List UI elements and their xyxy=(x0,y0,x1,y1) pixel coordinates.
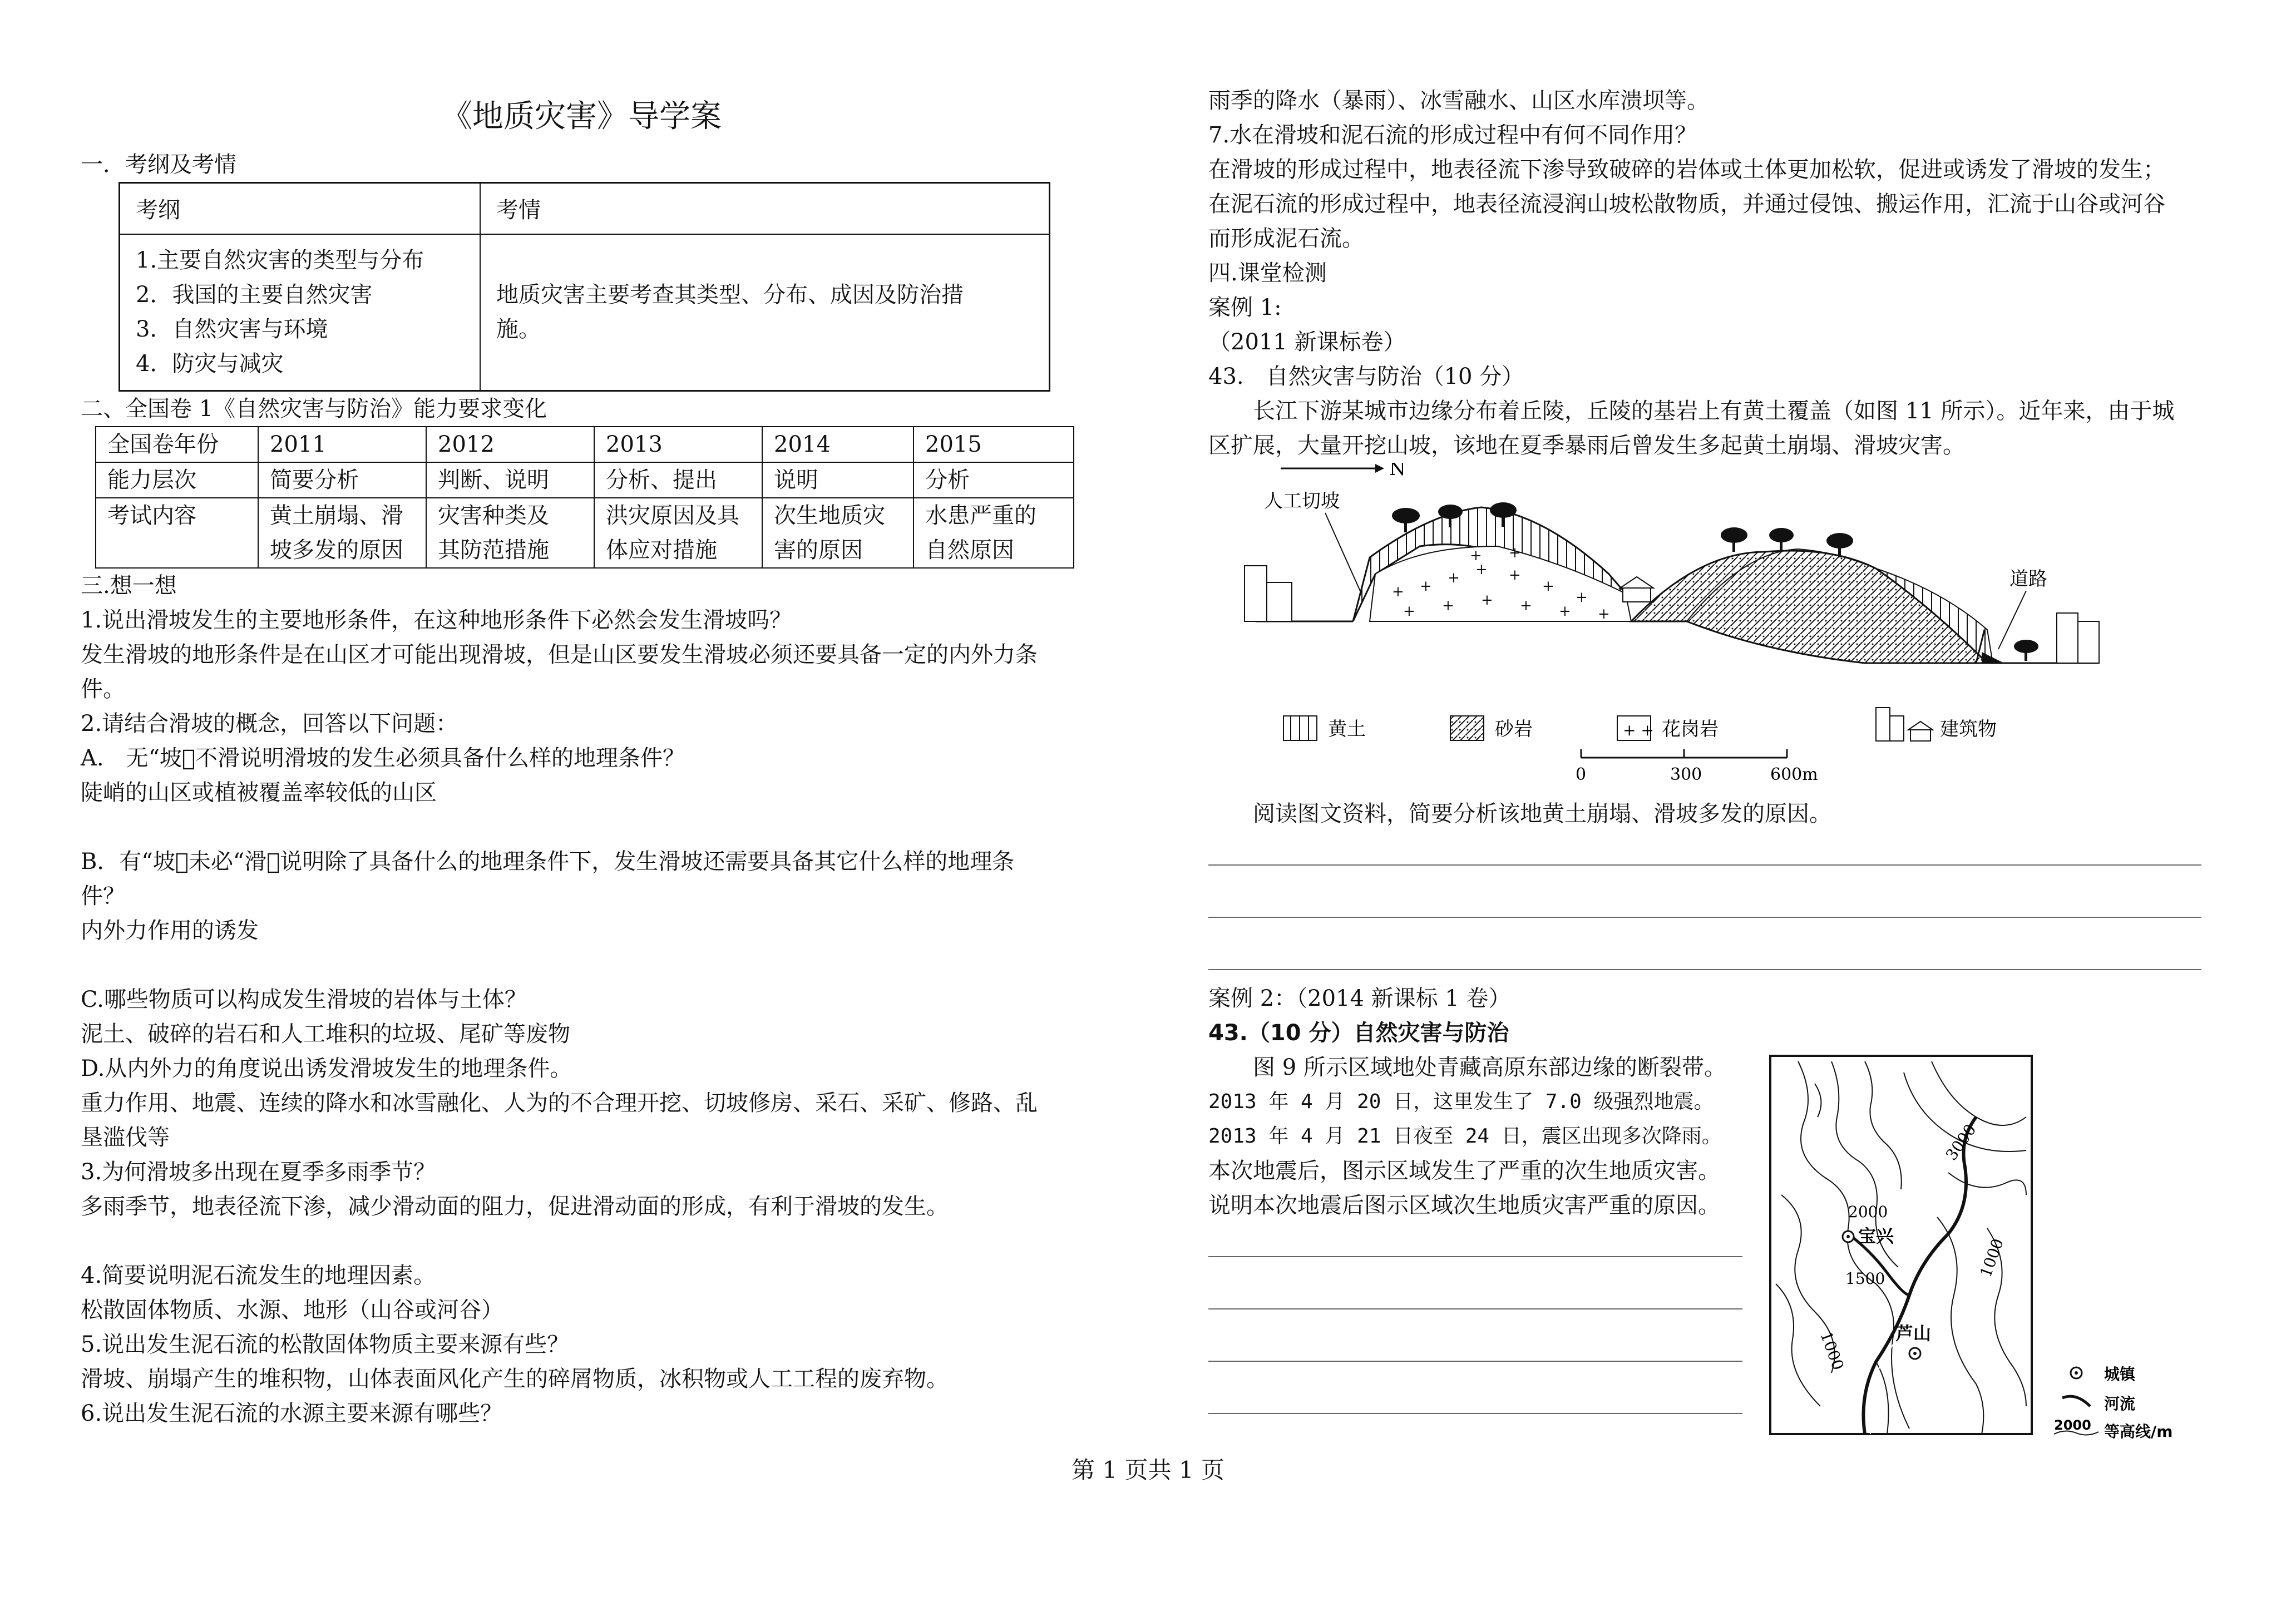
town-label-baoxing: 宝兴 xyxy=(1858,1225,1894,1247)
case-ask: 阅读图文资料，简要分析该地黄土崩塌、滑坡多发的原因。 xyxy=(1208,801,1831,827)
svg-text:+: + xyxy=(1509,567,1521,584)
legend-contour: 等高线/m xyxy=(2104,1422,2173,1440)
table-row xyxy=(96,427,1074,462)
syllabus-table xyxy=(118,182,1050,392)
question: 5.说出发生泥石流的松散固体物质主要来源有些？ xyxy=(81,1332,570,1357)
question: 件？ xyxy=(81,883,125,909)
case-paragraph: 区扩展，大量开挖山坡，该地在夏季暴雨后曾发生多起黄土崩塌、滑坡灾害。 xyxy=(1208,433,1965,458)
table-cell: 说明 xyxy=(762,462,914,498)
case-paragraph: 长江下游某城市边缘分布着丘陵，丘陵的基岩上有黄土覆盖（如图 11 所示）。近年来，由于城 xyxy=(1208,398,2175,424)
answer: 而形成泥石流。 xyxy=(1208,226,1364,251)
road-label: 道路 xyxy=(2009,568,2047,590)
answer-line[interactable] xyxy=(1208,866,2201,918)
exam-line: 地质灾害主要考查其类型、分布、成因及防治措 xyxy=(496,282,964,308)
case-paragraph: 2013 年 4 月 21 日夜至 24 日，震区出现多次降雨。 xyxy=(1208,1125,1722,1148)
svg-text:+: + xyxy=(1470,547,1482,564)
answer: 发生滑坡的地形条件是在山区才可能出现滑坡，但是山区要发生滑坡必须还要具备一定的内外力条 xyxy=(81,642,1038,668)
house-icon xyxy=(1620,577,1653,602)
section3-heading: 三.想一想 xyxy=(81,573,177,599)
cross-section-diagram xyxy=(1208,463,2126,797)
question: 1.说出滑坡发生的主要地形条件，在这种地形条件下必然会发生滑坡吗？ xyxy=(81,607,792,633)
svg-text:+: + xyxy=(1420,578,1432,595)
scale-label: 0 xyxy=(1576,765,1587,784)
table-cell: 水患严重的 自然原因 xyxy=(914,498,1074,568)
answer: 陡峭的山区或植被覆盖率较低的山区 xyxy=(81,780,437,805)
table-row xyxy=(96,498,1074,568)
case-label: 案例 1: xyxy=(1208,295,1282,320)
legend-contour-value: 2000 xyxy=(2054,1417,2091,1433)
table-cell: 2013 xyxy=(594,427,762,462)
legend-river: 河流 xyxy=(2104,1395,2136,1413)
page-footer: 第 1 页共 1 页 xyxy=(1072,1456,1224,1484)
contour-label: 2000 xyxy=(1848,1203,1888,1221)
svg-text:+: + xyxy=(1509,545,1521,561)
contour-label: 1000 xyxy=(1816,1329,1848,1373)
answer: 雨季的降水（暴雨）、冰雪融水、山区水库溃坝等。 xyxy=(1208,88,1709,113)
case-question: 43.（10 分）自然灾害与防治 xyxy=(1208,1020,1509,1046)
case2-block xyxy=(1208,1050,2221,1451)
syllabus-items xyxy=(120,234,481,391)
contour-label: 3000 xyxy=(1942,1120,1980,1164)
table-cell: 分析、提出 xyxy=(594,462,762,498)
table-cell: 考试内容 xyxy=(96,498,258,568)
answer: 滑坡、崩塌产生的堆积物，山体表面风化产生的碎屑物质，冰积物或人工工程的废弃物。 xyxy=(81,1366,949,1392)
page-title: 《地质灾害》导学案 xyxy=(441,98,722,135)
svg-text:+: + xyxy=(1559,603,1571,620)
syllabus-item: 3．自然灾害与环境 xyxy=(136,317,328,343)
answer: 垦滥伐等 xyxy=(81,1125,170,1150)
legend-granite: 花岗岩 xyxy=(1662,718,1719,740)
question: C.哪些物质可以构成发生滑坡的岩体与土体？ xyxy=(81,987,527,1012)
svg-text:+ +: + + xyxy=(1623,721,1654,739)
legend-town: 城镇 xyxy=(2104,1365,2136,1383)
syllabus-header: 考纲 xyxy=(120,183,481,234)
answer: 泥土、破碎的岩石和人工堆积的垃圾、尾矿等废物 xyxy=(81,1021,570,1047)
case-question: 43. 自然灾害与防治（10 分） xyxy=(1208,364,1524,389)
section2-heading: 二、全国卷 1《自然灾害与防治》能力要求变化 xyxy=(81,396,547,422)
table-cell: 灾害种类及 其防范措施 xyxy=(426,498,594,568)
svg-text:+: + xyxy=(1576,589,1588,606)
table-cell: 2014 xyxy=(762,427,914,462)
svg-text:+: + xyxy=(1481,592,1493,609)
north-label: N xyxy=(1389,463,1406,480)
answer: 在泥石流的形成过程中，地表径流浸润山坡松散物质，并通过侵蚀、搬运作用，汇流于山谷或河谷 xyxy=(1208,191,2165,217)
table-cell: 洪灾原因及具 体应对措施 xyxy=(594,498,762,568)
scale-label: 300 xyxy=(1670,765,1702,784)
case-paragraph: 图 9 所示区域地处青藏高原东部边缘的断裂带。 xyxy=(1208,1055,1726,1080)
exam-header: 考情 xyxy=(480,183,1050,234)
table-cell: 2012 xyxy=(426,427,594,462)
table-cell: 能力层次 xyxy=(96,462,258,498)
case-paragraph: 说明本次地震后图示区域次生地质灾害严重的原因。 xyxy=(1208,1193,1720,1218)
question: 4.简要说明泥石流发生的地理因素。 xyxy=(81,1263,436,1288)
question: 6.说出发生泥石流的水源主要来源有哪些？ xyxy=(81,1401,503,1426)
contour-label: 1500 xyxy=(1845,1269,1885,1288)
contour-label: 1000 xyxy=(1976,1236,2007,1280)
syllabus-item: 1.主要自然灾害的类型与分布 xyxy=(136,248,424,274)
answer-line[interactable] xyxy=(1208,1309,1742,1362)
case-paragraph: 2013 年 4 月 20 日，这里发生了 7.0 级强烈地震。 xyxy=(1208,1090,1714,1113)
contour-map xyxy=(1765,1050,2221,1440)
svg-text:+: + xyxy=(1520,597,1532,614)
cross-section-figure xyxy=(1208,463,2221,797)
legend-loess: 黄土 xyxy=(1328,718,1366,740)
question: 2.请结合滑坡的概念，回答以下问题： xyxy=(81,711,458,737)
table-cell: 分析 xyxy=(914,462,1074,498)
answer-line[interactable] xyxy=(1208,831,2201,866)
case-paragraph: 本次地震后，图示区域发生了严重的次生地质灾害。 xyxy=(1208,1158,1720,1184)
legend-sandstone: 砂岩 xyxy=(1495,718,1533,740)
table-cell: 全国卷年份 xyxy=(96,427,258,462)
syllabus-item: 4．防灾与减灾 xyxy=(136,351,284,377)
table-cell: 2015 xyxy=(914,427,1074,462)
scale-label: 600m xyxy=(1770,765,1818,784)
exam-line: 施。 xyxy=(496,317,541,343)
question: 3.为何滑坡多出现在夏季多雨季节？ xyxy=(81,1159,436,1185)
answer: 重力作用、地震、连续的降水和冰雪融化、人为的不合理开挖、切坡修房、采石、采矿、修路、乱 xyxy=(81,1090,1038,1116)
case-label: 案例 2：（2014 新课标 1 卷） xyxy=(1208,986,1511,1011)
table-cell: 2011 xyxy=(258,427,426,462)
ability-table xyxy=(95,426,1074,569)
table-cell: 黄土崩塌、滑 坡多发的原因 xyxy=(258,498,426,568)
answer: 多雨季节，地表径流下渗，减少滑动面的阻力，促进滑动面的形成，有利于滑坡的发生。 xyxy=(81,1194,949,1219)
table-cell: 判断、说明 xyxy=(426,462,594,498)
table-cell: 次生地质灾 害的原因 xyxy=(762,498,914,568)
table-cell: 简要分析 xyxy=(258,462,426,498)
section1-heading: 一．考纲及考情 xyxy=(81,152,236,177)
section4-heading: 四.课堂检测 xyxy=(1208,260,1327,286)
answer: 在滑坡的形成过程中，地表径流下渗导致破碎的岩体或土体更加松软，促进或诱发了滑坡的发生； xyxy=(1208,157,2165,182)
question: D.从内外力的角度说出诱发滑坡发生的地理条件。 xyxy=(81,1056,572,1081)
answer: 松散固体物质、水源、地形（山谷或河谷） xyxy=(81,1297,503,1323)
cut-slope-label: 人工切坡 xyxy=(1264,490,1340,512)
answer-line[interactable] xyxy=(1208,1362,1742,1414)
exam-description xyxy=(480,234,1050,391)
svg-text:+: + xyxy=(1448,570,1460,586)
svg-text:+: + xyxy=(1542,578,1554,595)
svg-text:+: + xyxy=(1442,597,1454,614)
right-column xyxy=(1208,83,2221,1451)
answer: 内外力作用的诱发 xyxy=(81,918,259,943)
question: 7.水在滑坡和泥石流的形成过程中有何不同作用？ xyxy=(1208,122,1697,148)
table-row xyxy=(96,462,1074,498)
case-source: （2011 新课标卷） xyxy=(1208,329,1406,355)
left-column xyxy=(81,147,1082,1431)
svg-text:+: + xyxy=(1598,606,1610,622)
legend-building: 建筑物 xyxy=(1940,718,1997,740)
answer-line[interactable] xyxy=(1208,1223,1742,1257)
svg-text:+: + xyxy=(1475,561,1488,578)
answer-line[interactable] xyxy=(1208,918,2201,970)
town-label-lushan: 芦山 xyxy=(1895,1323,1932,1344)
svg-text:+: + xyxy=(1392,584,1404,600)
question: A. 无“坡 不滑说明滑坡的发生必须具备什么样的地理条件？ xyxy=(81,745,685,771)
answer: 件。 xyxy=(81,676,125,702)
answer-line[interactable] xyxy=(1208,1257,1742,1309)
svg-text:+: + xyxy=(1403,603,1415,620)
syllabus-item: 2．我国的主要自然灾害 xyxy=(136,282,373,308)
question: B．有“坡 未必“滑 说明除了具备什么的地理条件下，发生滑坡还需要具备其它什么样的地理条 xyxy=(81,849,1015,874)
